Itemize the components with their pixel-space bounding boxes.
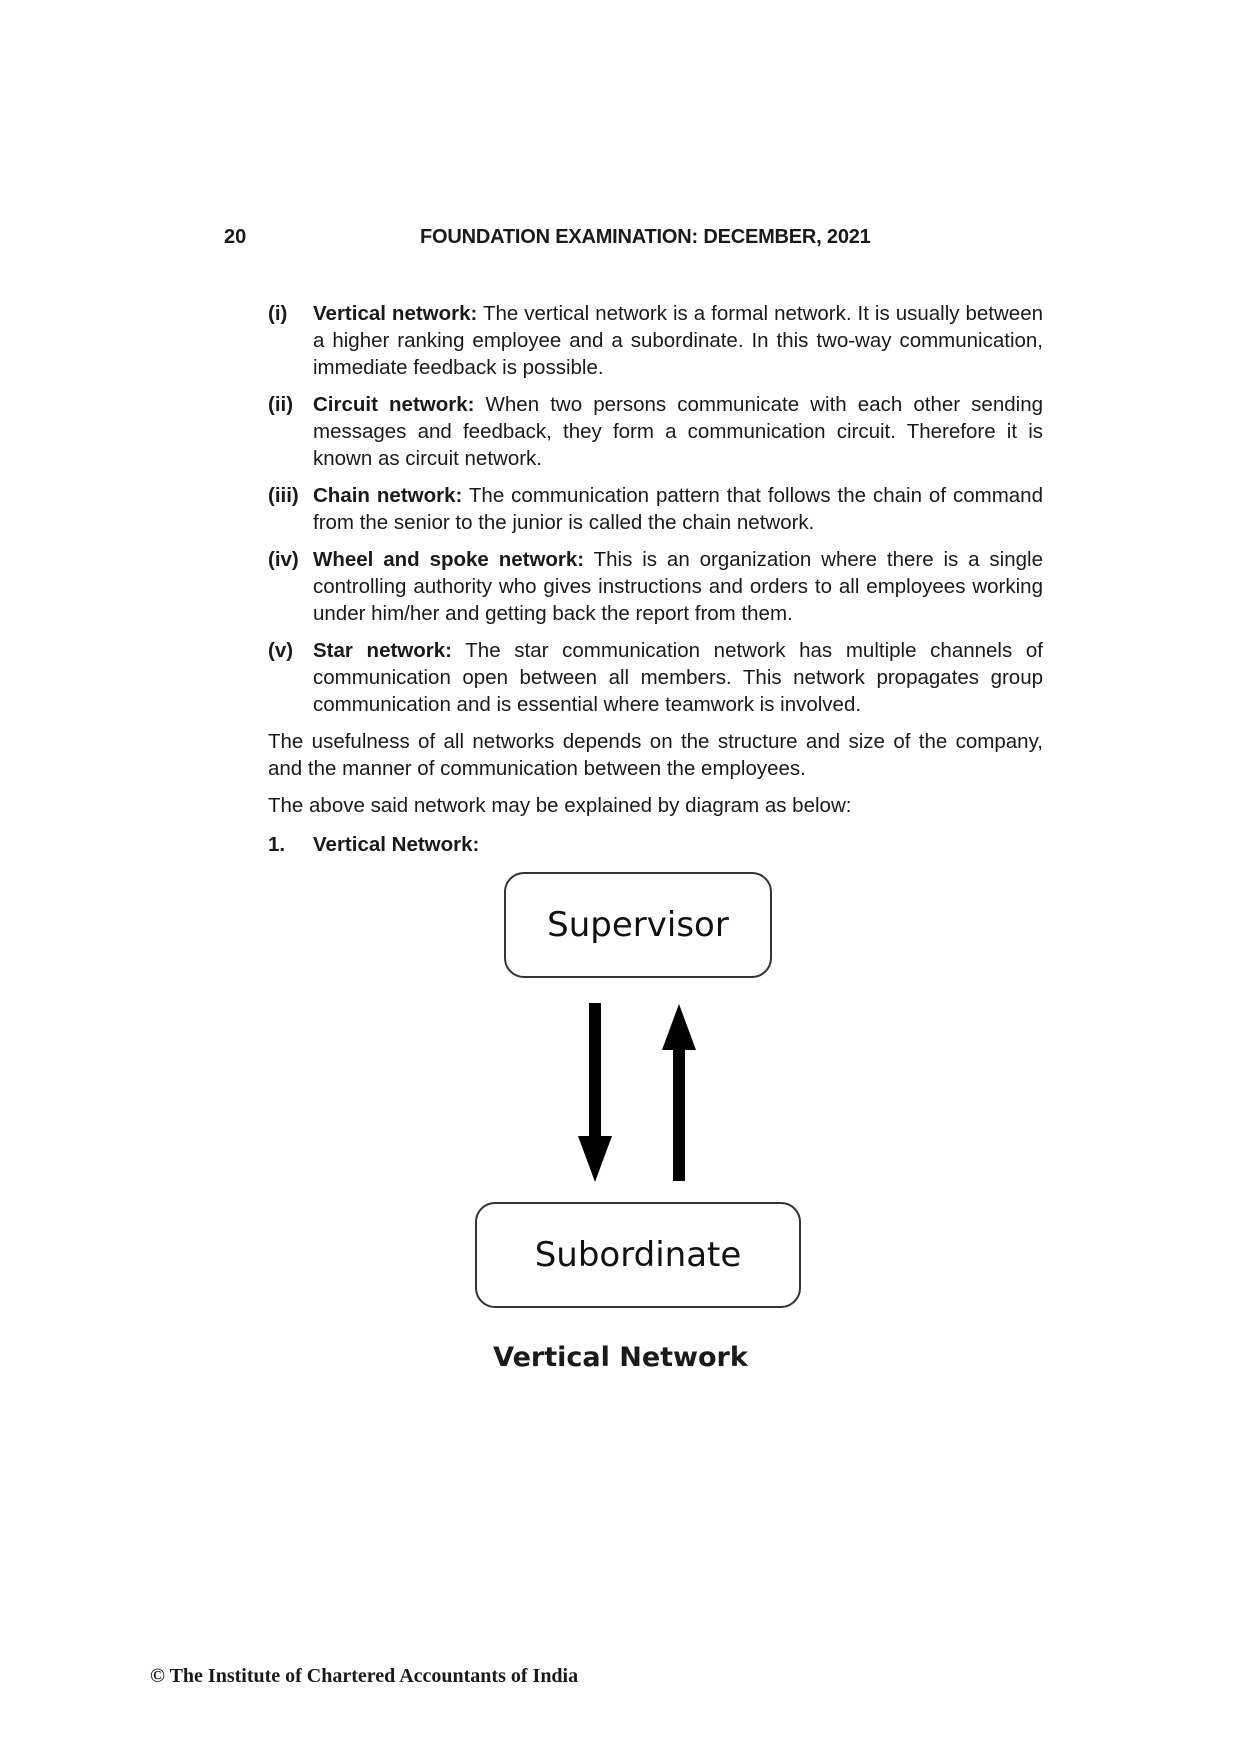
list-item — [268, 300, 1043, 381]
page-header — [0, 226, 1241, 256]
item-text: The vertical network is a formal network. It is usually between a higher ranking employee and a subordinate. In this two-way communication, immediate feedback is possible. — [313, 302, 1044, 379]
list-item — [268, 391, 1043, 472]
copyright-footer: © The Institute of Chartered Accountants of India — [150, 1665, 579, 1687]
main-content — [268, 300, 1043, 858]
list-item — [268, 546, 1043, 627]
up-arrow-icon — [662, 1004, 696, 1181]
item-text: The star communication network has multiple channels of communication open between all members. This network propagates group communication and is essential where teamwork is involved. — [313, 639, 1044, 716]
item-text: The communication pattern that follows the chain of command from the senior to the junior is called the chain network. — [313, 484, 1043, 534]
item-text: When two persons communicate with each other sending messages and feedback, they form a communication circuit. Therefore it is known as circuit network. — [313, 393, 1043, 470]
list-item — [268, 637, 1043, 718]
item-label: (i) — [268, 302, 288, 325]
item-label: (v) — [268, 639, 294, 662]
section-title: Vertical Network: — [313, 833, 480, 856]
supervisor-box: Supervisor — [504, 872, 772, 978]
item-body — [313, 637, 1043, 718]
section-number: 1. — [268, 833, 286, 856]
item-label: (ii) — [268, 393, 294, 416]
page-number: 20 — [224, 226, 247, 248]
item-body — [313, 482, 1043, 536]
item-term: Circuit network: — [313, 393, 475, 416]
list-item — [268, 482, 1043, 536]
down-arrow-icon — [578, 1003, 612, 1182]
item-term: Star network: — [313, 639, 452, 662]
item-text: This is an organization where there is a single controlling authority who gives instructions and orders to all employees working under him/her and getting back the report from them. — [313, 548, 1043, 625]
diagram-caption: Vertical Network — [493, 1342, 748, 1373]
item-term: Vertical network: — [313, 302, 478, 325]
item-body — [313, 391, 1043, 472]
section-heading — [268, 831, 1043, 858]
item-body — [313, 546, 1043, 627]
item-label: (iii) — [268, 484, 299, 507]
running-title: FOUNDATION EXAMINATION: DECEMBER, 2021 — [420, 226, 871, 248]
subordinate-box: Subordinate — [475, 1202, 801, 1308]
item-term: Wheel and spoke network: — [313, 548, 585, 571]
item-body — [313, 300, 1043, 381]
item-term: Chain network: — [313, 484, 463, 507]
item-label: (iv) — [268, 548, 299, 571]
paragraph: The above said network may be explained by diagram as below: — [268, 794, 852, 817]
paragraph: The usefulness of all networks depends on the structure and size of the company, and the manner of communication between the employees. — [268, 730, 1043, 780]
